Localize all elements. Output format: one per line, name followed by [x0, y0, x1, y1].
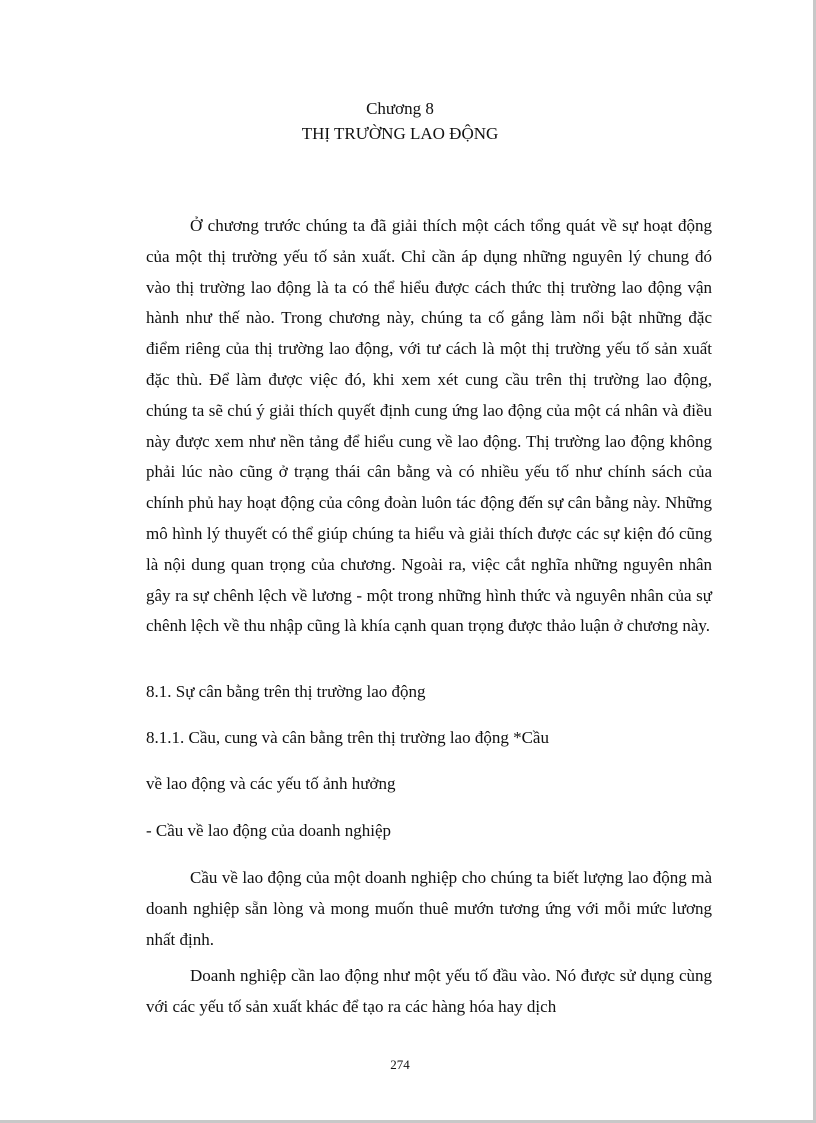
chapter-title: THỊ TRƯỜNG LAO ĐỘNG: [301, 124, 499, 143]
paragraph-demand-definition: Cầu về lao động của một doanh nghiệp cho chúng ta biết lượng lao động mà doanh nghiệp sẵn lòng và mong muốn thuê mướn tương ứng với mỗi mức lương nhất định.: [146, 868, 712, 949]
section-heading-8-1-1: 8.1.1. Cầu, cung và cân bằng trên thị trường lao động *Cầu: [146, 728, 549, 747]
page-number: 274: [390, 1057, 410, 1072]
bullet-demand-heading: - Cầu về lao động của doanh nghiệp: [146, 821, 392, 840]
intro-paragraph: Ở chương trước chúng ta đã giải thích một cách tổng quát về sự hoạt động của một thị trường yếu tố sản xuất. Chỉ cần áp dụng những nguyên lý chung đó vào thị trường lao động là ta có thể hiểu được cách thức thị trường lao động vận hành như thế nào. Trong chương này, chúng ta cố gắng làm nổi bật những đặc điểm riêng của thị trường lao động, với tư cách là một thị trường yếu tố sản xuất đặc thù. Để làm được việc đó, khi xem xét cung cầu trên thị trường lao động, chúng ta sẽ chú ý giải thích quyết định cung ứng lao động của một cá nhân và điều này được xem như nền tảng để hiểu cung về lao động. Thị trường lao động không phải lúc nào cũng ở trạng thái cân bằng và có nhiều yếu tố như chính sách của chính phủ hay hoạt động của công đoàn luôn tác động đến sự cân bằng này. Những mô hình lý thuyết có thể giúp chúng ta hiểu và giải thích được các sự kiện đó cũng là nội dung quan trọng của chương. Ngoài ra, việc cắt nghĩa những nguyên nhân gây ra sự chênh lệch về lương - một trong những hình thức và nguyên nhân của sự chênh lệch về thu nhập cũng là khía cạnh quan trọng được thảo luận ở chương này.: [146, 216, 712, 636]
chapter-label: Chương 8: [366, 99, 434, 118]
section-heading-8-1-1-continued: về lao động và các yếu tố ảnh hưởng: [146, 774, 396, 793]
paragraph-labor-input: Doanh nghiệp cần lao động như một yếu tố đầu vào. Nó được sử dụng cùng với các yếu tố sản xuất khác để tạo ra các hàng hóa hay dịch: [146, 966, 712, 1016]
section-heading-8-1: 8.1. Sự cân bằng trên thị trường lao động: [146, 682, 426, 701]
